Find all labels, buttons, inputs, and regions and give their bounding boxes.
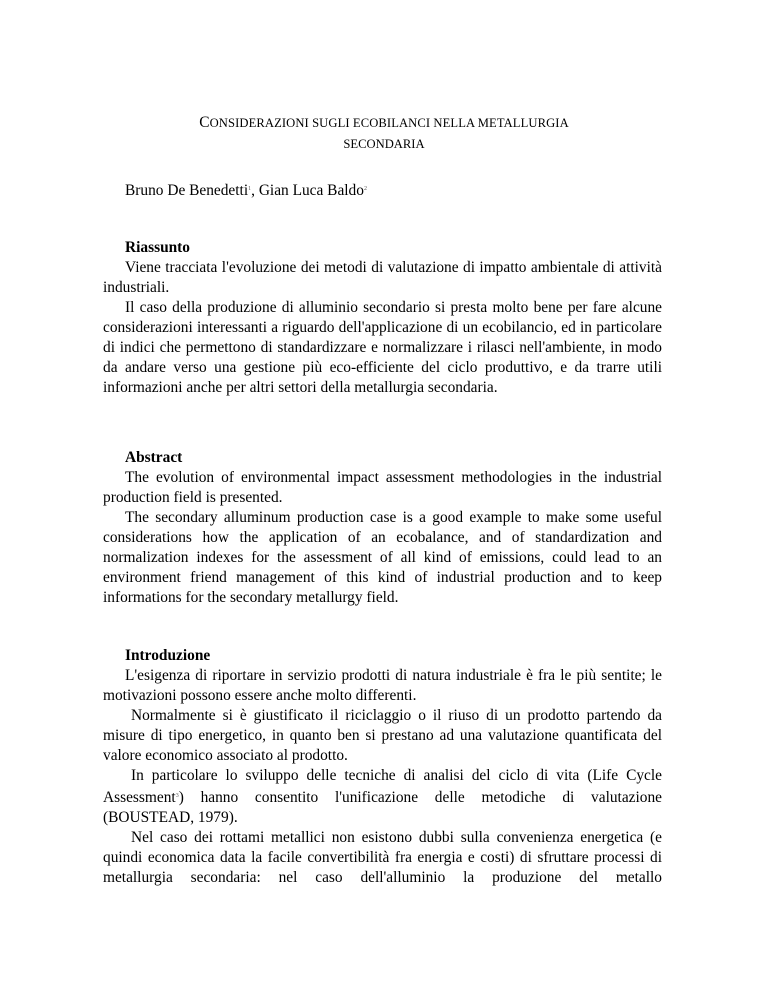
author-list [125, 179, 367, 201]
section-riassunto [103, 238, 662, 398]
paragraph: L'esigenza di riportare in servizio prodotti di natura industriale è fra le più sentite; le motivazioni possono essere anche molto differenti. [103, 667, 662, 704]
paragraph: Normalmente si è giustificato il riciclaggio o il riuso di un prodotto partendo da misure di tipo energetico, in quanto ben si prestano ad una valutazione quantificata del valore economico associato al prodotto. [103, 707, 662, 764]
author-name: Bruno De Benedetti [125, 182, 249, 199]
paragraph: Viene tracciata l'evoluzione dei metodi di valutazione di impatto ambientale di attività industriali. [103, 259, 662, 296]
author-footnote-marker: 2 [363, 186, 367, 192]
title-line-2: SECONDARIA [343, 137, 425, 151]
paper-title [100, 112, 668, 155]
paragraph: The secondary alluminum production case is a good example to make some useful considerations how the application of an ecobalance, and of standardization and normalization indexes for the assessment of all kind of emissions, could lead to an environment friend management of this kind of industrial production and to keep informations for the secondary metallurgy field. [103, 509, 662, 606]
section-abstract [103, 448, 662, 608]
paragraph-text: ) hanno consentito l'unificazione delle metodiche di valutazione (BOUSTEAD, 1979). [103, 789, 662, 826]
section-heading: Abstract [125, 449, 183, 466]
title-initial: C [199, 114, 210, 131]
paragraph [103, 766, 662, 828]
author-name: Gian Luca Baldo [258, 182, 364, 199]
author-footnote-marker: 1 [248, 186, 252, 192]
section-introduzione [103, 646, 662, 888]
paragraph-text: In particolare lo sviluppo delle tecniche di analisi del ciclo di vita (Life Cycle Assessment [103, 767, 662, 806]
paragraph: The evolution of environmental impact assessment methodologies in the industrial production field is presented. [103, 469, 662, 506]
title-line-1-text: ONSIDERAZIONI SUGLI ECOBILANCI NELLA METALLURGIA [209, 116, 569, 130]
title-line-1 [100, 112, 668, 134]
section-heading: Introduzione [125, 647, 211, 664]
author-separator: , [251, 182, 259, 199]
paragraph: Nel caso dei rottami metallici non esistono dubbi sulla convenienza energetica (e quindi economica data la facile convertibilità fra energia e costi) di sfruttare processi di metallurgia secondaria: nel caso dell'alluminio la produzione del metallo [103, 829, 662, 886]
section-heading: Riassunto [125, 239, 191, 256]
footnote-marker: 3 [175, 793, 179, 799]
paragraph: Il caso della produzione di alluminio secondario si presta molto bene per fare alcune considerazioni interessanti a riguardo dell'applicazione di un ecobilancio, ed in particolare di indici che permettono di standardizzare e normalizzare i rilasci nell'ambiente, in modo da andare verso una gestione più eco-efficiente del ciclo produttivo, e da trarre utili informazioni anche per altri settori della metallurgia secondaria. [103, 299, 662, 396]
